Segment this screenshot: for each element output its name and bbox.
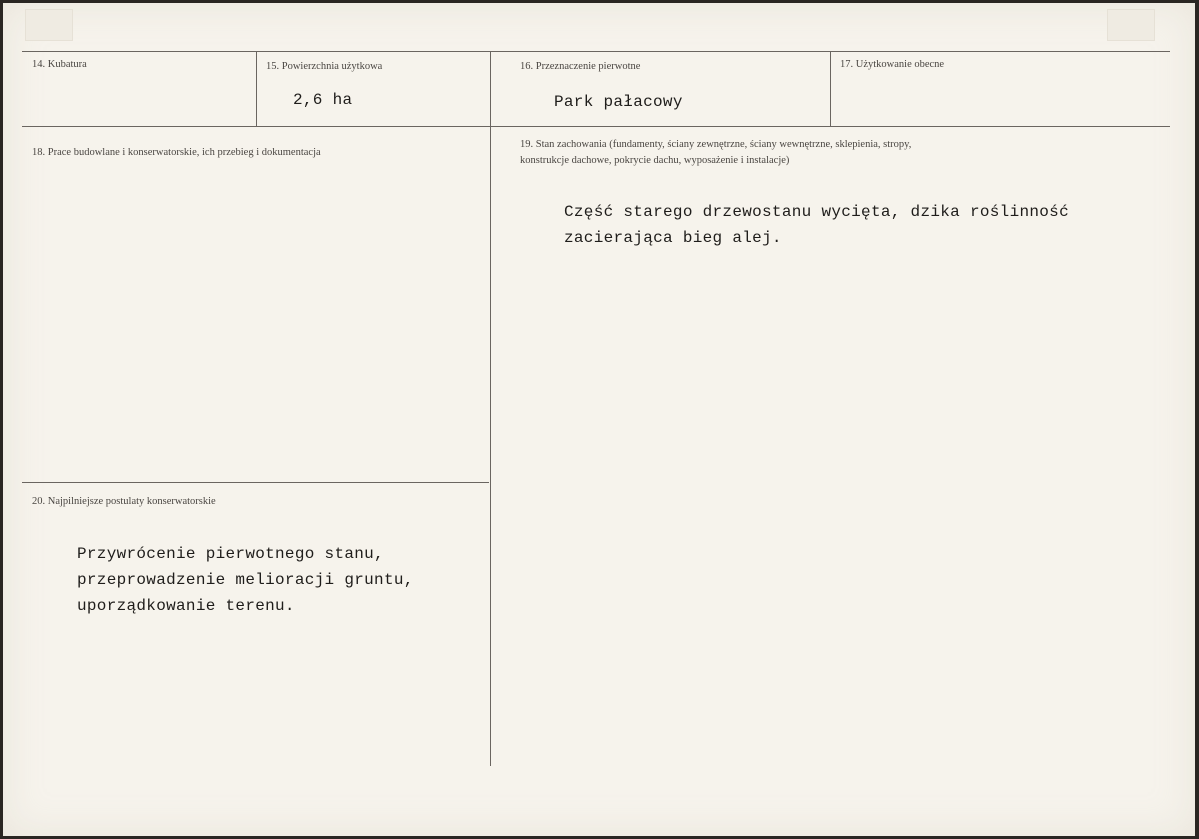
record-card	[3, 3, 1195, 836]
field-14-label: 14. Kubatura	[32, 59, 87, 70]
field-18-label: 18. Prace budowlane i konserwatorskie, ich przebieg i dokumentacja	[32, 147, 321, 158]
field-15-label: 15. Powierzchnia użytkowa	[266, 61, 383, 72]
field-15-value: 2,6 ha	[293, 91, 353, 109]
field-19-label-line2: konstrukcje dachowe, pokrycie dachu, wyposażenie i instalacje)	[520, 155, 790, 166]
field-17-label: 17. Użytkowanie obecne	[840, 59, 945, 70]
divider-14-15	[256, 51, 257, 126]
field-19-value-line1: Część starego drzewostanu wycięta, dzika roślinność	[564, 203, 1069, 221]
main-column-divider	[490, 51, 491, 766]
card-tab-right	[1107, 9, 1155, 41]
field-20-value-line2: przeprowadzenie melioracji gruntu,	[77, 571, 414, 589]
left-section-rule	[22, 482, 489, 483]
field-16-value: Park pałacowy	[554, 93, 683, 111]
top-rule	[22, 51, 1170, 52]
field-19-label-line1: 19. Stan zachowania (fundamenty, ściany zewnętrzne, ściany wewnętrzne, sklepienia, stropy,	[520, 139, 912, 150]
field-20-value-line1: Przywrócenie pierwotnego stanu,	[77, 545, 384, 563]
field-20-value-line3: uporządkowanie terenu.	[77, 597, 295, 615]
field-19-value-line2: zacierająca bieg alej.	[564, 229, 782, 247]
card-tab-left	[25, 9, 73, 41]
field-20-label: 20. Najpilniejsze postulaty konserwatorskie	[32, 496, 216, 507]
row1-bottom-rule	[22, 126, 1170, 127]
field-16-label: 16. Przeznaczenie pierwotne	[520, 61, 641, 72]
divider-16-17	[830, 51, 831, 126]
